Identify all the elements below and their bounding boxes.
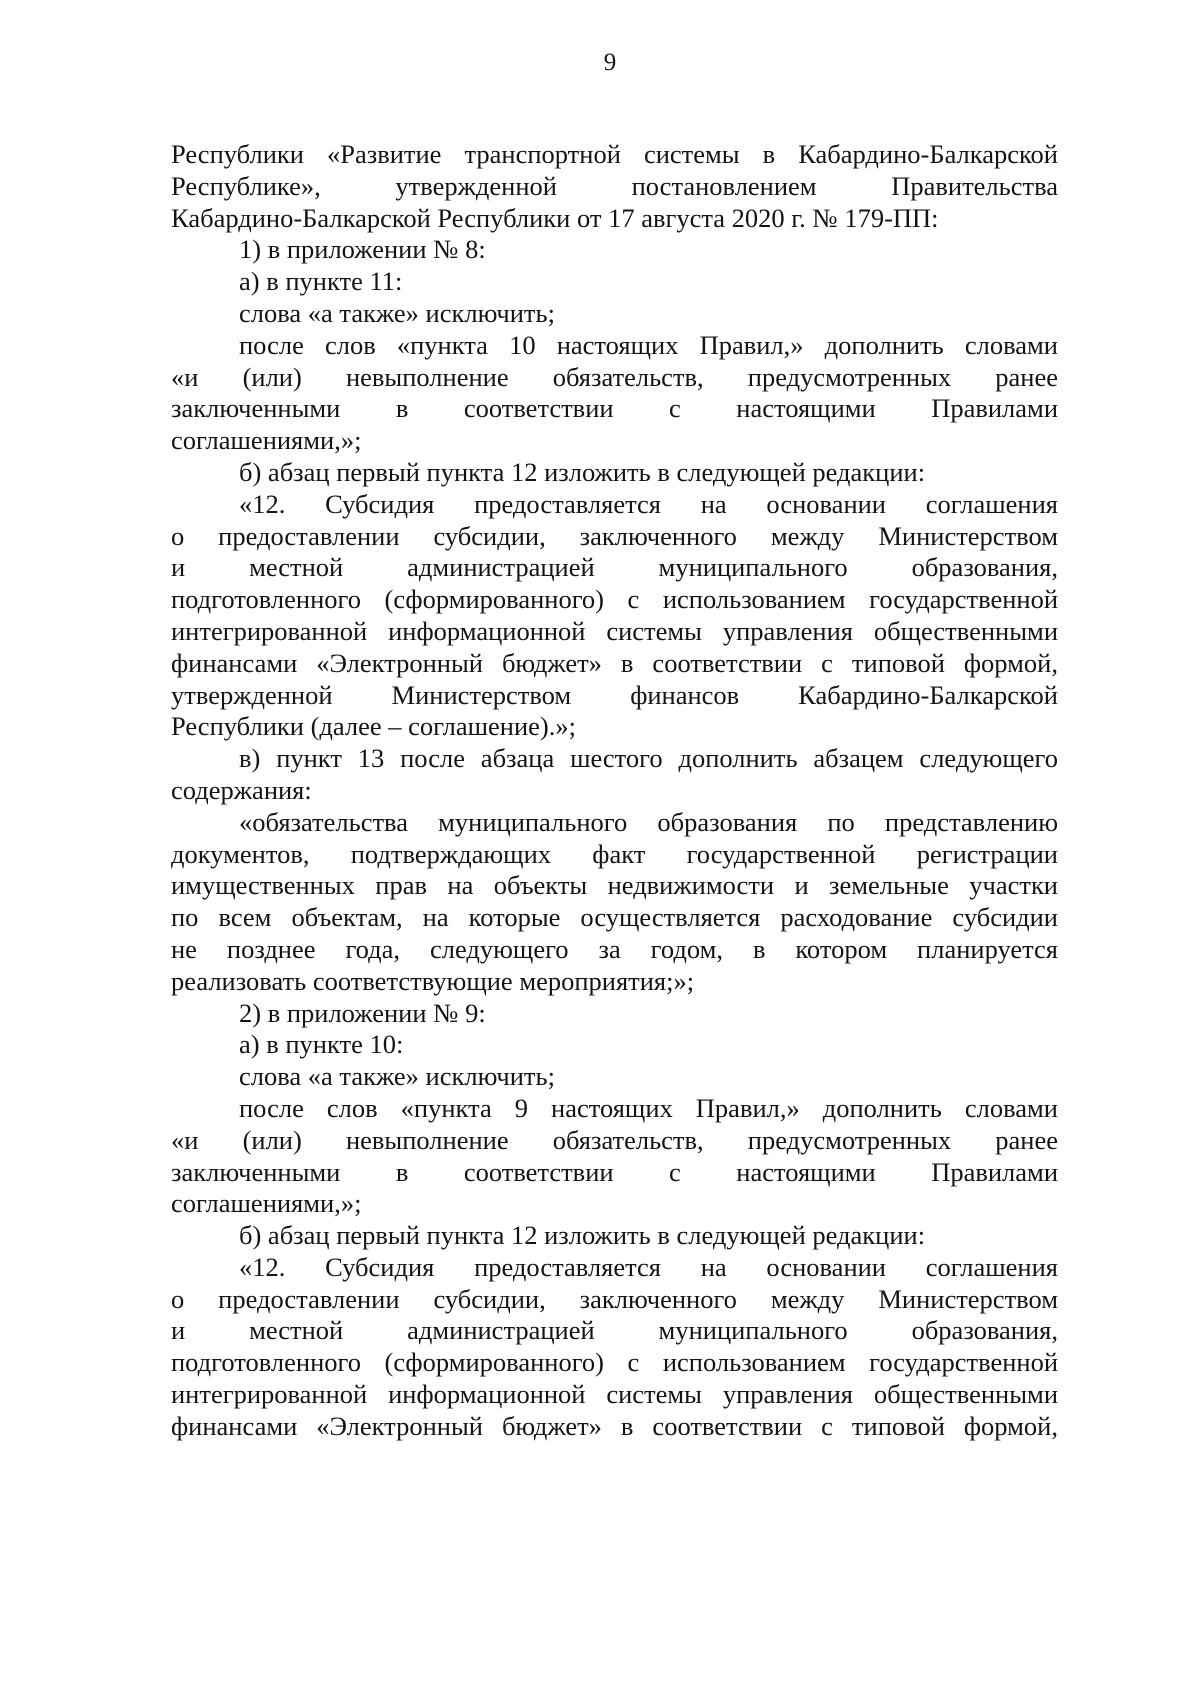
text-line: Кабардино-Балкарской Республики от 17 августа 2020 г. № 179-ПП: — [171, 202, 939, 233]
text-line: финансами «Электронный бюджет» в соответствии с типовой формой, — [171, 647, 1058, 678]
document-body — [171, 139, 1058, 1443]
text-line: о предоставлении субсидии, заключенного между Министерством — [171, 1283, 1058, 1314]
text-line: «обязательства муниципального образования по представлению — [239, 806, 1058, 837]
text-line: содержания: — [171, 774, 312, 805]
text-line: «и (или) невыполнение обязательств, предусмотренных ранее — [171, 1124, 1058, 1155]
text-line: а) в пункте 10: — [239, 1029, 404, 1060]
text-line: имущественных прав на объекты недвижимости и земельные участки — [171, 870, 1058, 901]
text-line: после слов «пункта 9 настоящих Правил,» дополнить словами — [239, 1092, 1058, 1123]
text-line: Республики (далее – соглашение).»; — [171, 711, 576, 742]
text-line: а) в пункте 11: — [239, 266, 403, 297]
page-number: 9 — [603, 49, 617, 76]
text-line: документов, подтверждающих факт государственной регистрации — [171, 838, 1058, 869]
text-line: б) абзац первый пункта 12 изложить в следующей редакции: — [239, 456, 926, 487]
text-line: слова «а также» исключить; — [239, 297, 555, 328]
text-line: подготовленного (сформированного) с использованием государственной — [171, 1347, 1058, 1378]
text-line: «12. Субсидия предоставляется на основании соглашения — [239, 488, 1058, 519]
text-line: «12. Субсидия предоставляется на основании соглашения — [239, 1251, 1058, 1282]
text-line: по всем объектам, на которые осуществляется расходование субсидии — [171, 902, 1058, 933]
text-line: Республики «Развитие транспортной системы в Кабардино-Балкарской — [171, 139, 1058, 169]
text-line: соглашениями,»; — [171, 1188, 362, 1219]
text-line: 2) в приложении № 9: — [239, 997, 486, 1028]
text-line: «и (или) невыполнение обязательств, предусмотренных ранее — [171, 361, 1058, 392]
text-line: в) пункт 13 после абзаца шестого дополнить абзацем следующего — [239, 743, 1058, 774]
text-line: после слов «пункта 10 настоящих Правил,» дополнить словами — [239, 329, 1058, 360]
text-line: реализовать соответствующие мероприятия;»; — [171, 965, 695, 996]
text-line: 1) в приложении № 8: — [239, 234, 486, 265]
text-line: и местной администрацией муниципального образования, — [171, 1315, 1058, 1346]
text-line: интегрированной информационной системы управления общественными — [171, 615, 1058, 646]
text-line: и местной администрацией муниципального образования, — [171, 552, 1058, 583]
text-line: утвержденной Министерством финансов Кабардино-Балкарской — [171, 679, 1058, 710]
text-line: финансами «Электронный бюджет» в соответствии с типовой формой, — [171, 1410, 1058, 1441]
text-line: слова «а также» исключить; — [239, 1061, 555, 1092]
text-line: соглашениями,»; — [171, 425, 362, 456]
text-line: Республике», утвержденной постановлением Правительства — [171, 170, 1058, 201]
text-line: не позднее года, следующего за годом, в котором планируется — [171, 933, 1058, 964]
text-line: б) абзац первый пункта 12 изложить в следующей редакции: — [239, 1220, 926, 1251]
text-line: интегрированной информационной системы управления общественными — [171, 1379, 1058, 1410]
text-line: подготовленного (сформированного) с использованием государственной — [171, 584, 1058, 615]
text-line: заключенными в соответствии с настоящими Правилами — [171, 1156, 1058, 1187]
text-line: о предоставлении субсидии, заключенного между Министерством — [171, 520, 1058, 551]
text-line: заключенными в соответствии с настоящими Правилами — [171, 393, 1058, 424]
